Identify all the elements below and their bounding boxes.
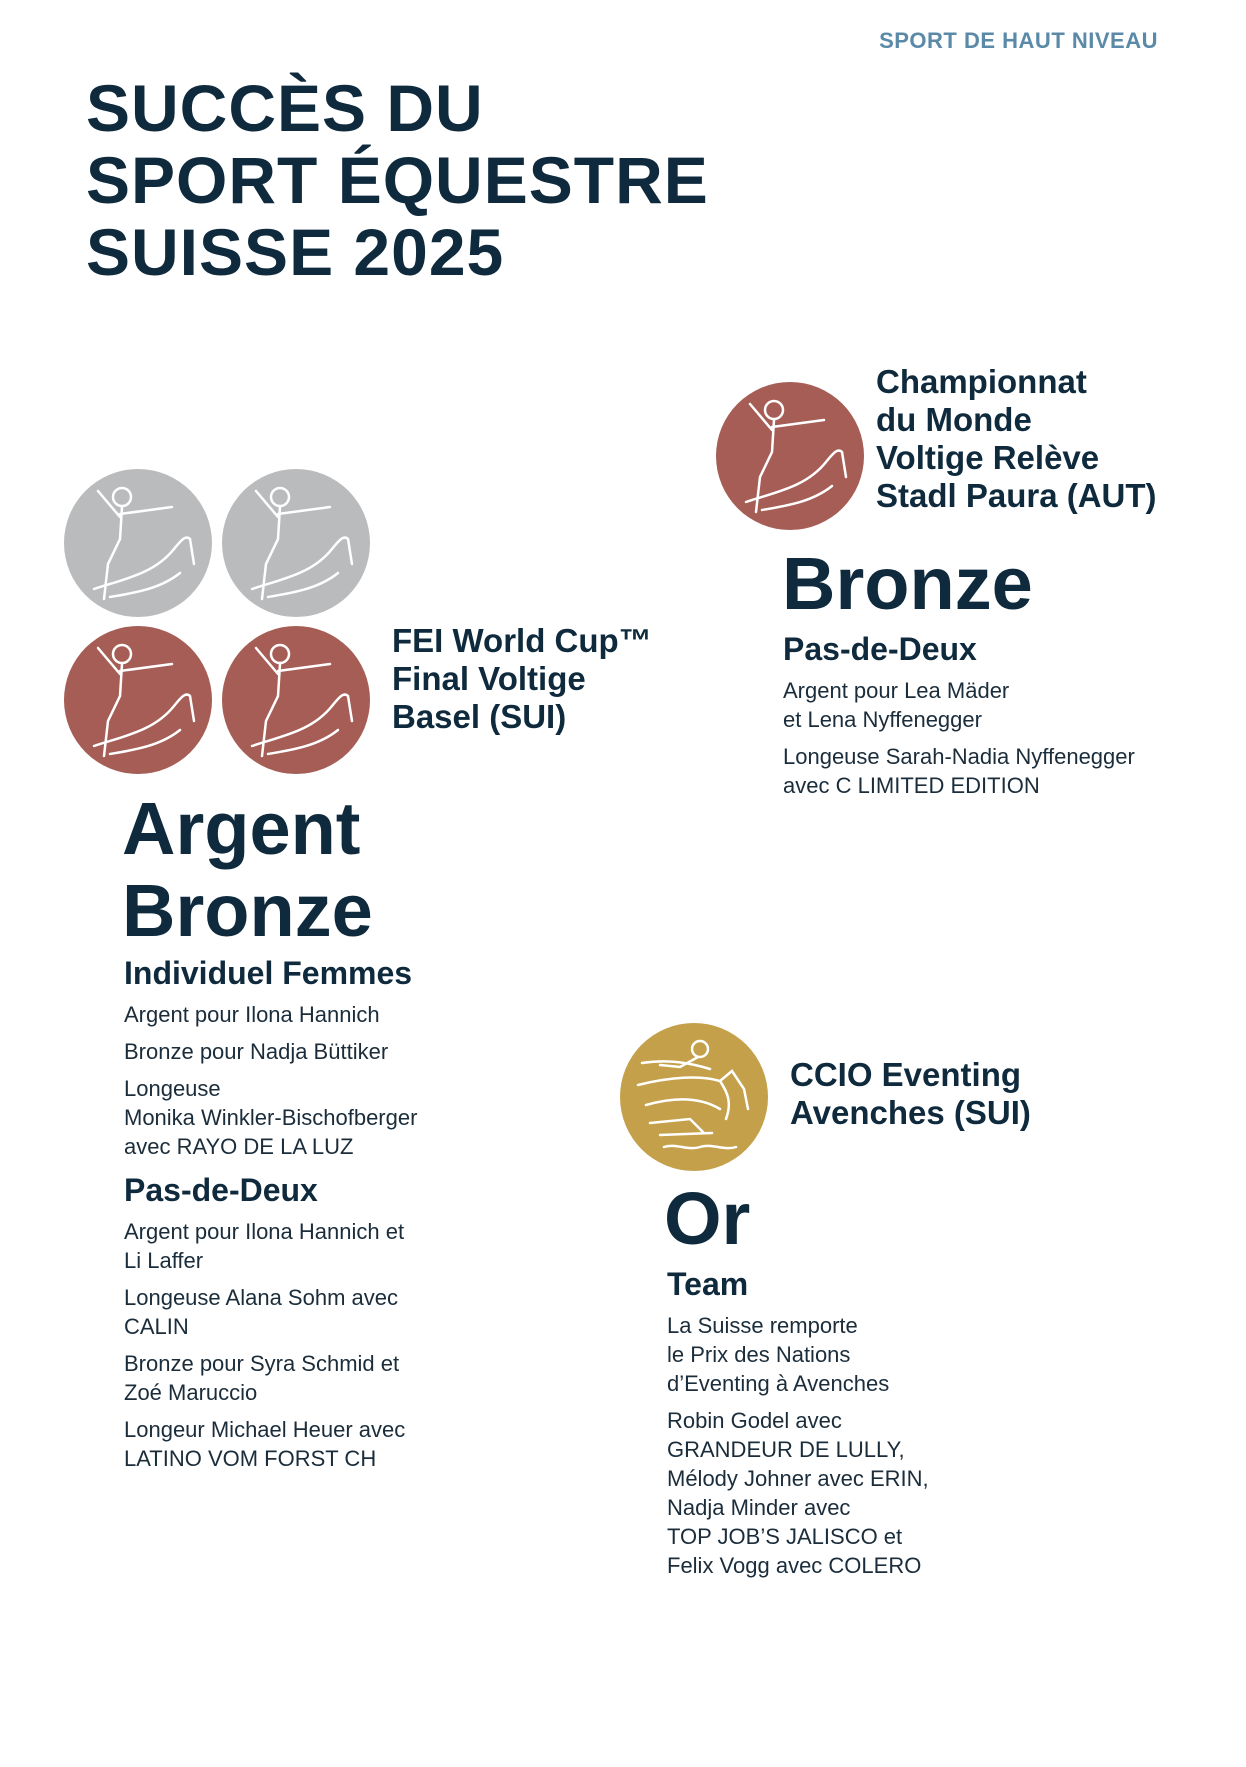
page-title: [86, 72, 709, 288]
pdd-block-4: [124, 1415, 584, 1473]
text-line: Argent pour Ilona Hannich et: [124, 1219, 405, 1244]
text-line: GRANDEUR DE LULLY,: [667, 1437, 905, 1462]
text-line: avec RAYO DE LA LUZ: [124, 1134, 354, 1159]
text-line: TOP JOB’S JALISCO et: [667, 1524, 903, 1549]
individuel-results: [124, 1000, 584, 1066]
text-line: avec C LIMITED EDITION: [783, 773, 1040, 798]
result-argent: Argent: [122, 787, 361, 870]
bronze-medal-vaulting-icon: [716, 382, 864, 530]
ccio-event-line-1: CCIO Eventing: [790, 1056, 1022, 1093]
gold-medal-eventing-icon: [620, 1023, 768, 1171]
ccio-details: [667, 1265, 1087, 1580]
text-line: le Prix des Nations: [667, 1342, 851, 1367]
text-line: Zoé Maruccio: [124, 1380, 258, 1405]
ccio-block-2: [667, 1406, 1087, 1580]
category-individuel-femmes: Individuel Femmes: [124, 955, 413, 991]
title-line-3: SUISSE 2025: [86, 215, 505, 289]
ccio-event-title: [790, 1056, 1031, 1132]
worldcup-results: [122, 788, 373, 952]
text-line: CALIN: [124, 1314, 189, 1339]
worldchamp-event-line-2: du Monde: [876, 401, 1032, 438]
worldchamp-result: Bronze: [782, 542, 1033, 625]
bronze-medal-vaulting-icon: [64, 626, 212, 774]
wc-block-2: [783, 742, 1203, 800]
pdd-block-2: [124, 1283, 584, 1341]
bronze-medal-vaulting-icon: [222, 626, 370, 774]
text-line: Argent pour Lea Mäder: [783, 678, 1010, 703]
individuel-longeuse: [124, 1074, 584, 1161]
silver-medal-vaulting-icon: [64, 469, 212, 617]
text-line: LATINO VOM FORST CH: [124, 1446, 377, 1471]
pdd-block-1: [124, 1217, 584, 1275]
text-line: et Lena Nyffenegger: [783, 707, 982, 732]
silver-medal-vaulting-icon: [222, 469, 370, 617]
category-pas-de-deux: Pas-de-Deux: [124, 1172, 318, 1208]
worldchamp-event-line-4: Stadl Paura (AUT): [876, 477, 1157, 514]
category-team: Team: [667, 1266, 749, 1302]
worldchamp-details: [783, 630, 1203, 800]
text-line: Bronze pour Syra Schmid et: [124, 1351, 400, 1376]
text-line: Longeuse: [124, 1076, 221, 1101]
pdd-block-3: [124, 1349, 584, 1407]
text-line: Longeuse Alana Sohm avec: [124, 1285, 398, 1310]
text-line: Robin Godel avec: [667, 1408, 842, 1433]
wc-block-1: [783, 676, 1203, 734]
text-line: Bronze pour Nadja Büttiker: [124, 1039, 389, 1064]
text-line: Nadja Minder avec: [667, 1495, 851, 1520]
ccio-result: Or: [664, 1177, 751, 1260]
worldcup-event-line-3: Basel (SUI): [392, 698, 567, 735]
section-kicker: SPORT DE HAUT NIVEAU: [879, 28, 1158, 53]
text-line: Longeur Michael Heuer avec: [124, 1417, 406, 1442]
text-line: La Suisse remporte: [667, 1313, 858, 1338]
result-bronze: Bronze: [122, 869, 373, 952]
text-line: Mélody Johner avec ERIN,: [667, 1466, 929, 1491]
text-line: Monika Winkler-Bischofberger: [124, 1105, 418, 1130]
worldcup-event-title: [392, 622, 652, 736]
title-line-1: SUCCÈS DU: [86, 71, 484, 145]
text-line: d’Eventing à Avenches: [667, 1371, 890, 1396]
worldchamp-event-line-3: Voltige Relève: [876, 439, 1100, 476]
worldchamp-event-title: [876, 363, 1157, 515]
text-line: Argent pour Ilona Hannich: [124, 1002, 380, 1027]
worldchamp-event-line-1: Championnat: [876, 363, 1087, 400]
worldcup-event-line-1: FEI World Cup™: [392, 622, 652, 659]
ccio-event-line-2: Avenches (SUI): [790, 1094, 1031, 1131]
worldcup-details: [124, 954, 584, 1473]
title-line-2: SPORT ÉQUESTRE: [86, 143, 709, 217]
category-pas-de-deux: Pas-de-Deux: [783, 631, 977, 667]
ccio-block-1: [667, 1311, 1087, 1398]
text-line: Felix Vogg avec COLERO: [667, 1553, 922, 1578]
text-line: Li Laffer: [124, 1248, 204, 1273]
worldcup-event-line-2: Final Voltige: [392, 660, 586, 697]
text-line: Longeuse Sarah-Nadia Nyffenegger: [783, 744, 1135, 769]
